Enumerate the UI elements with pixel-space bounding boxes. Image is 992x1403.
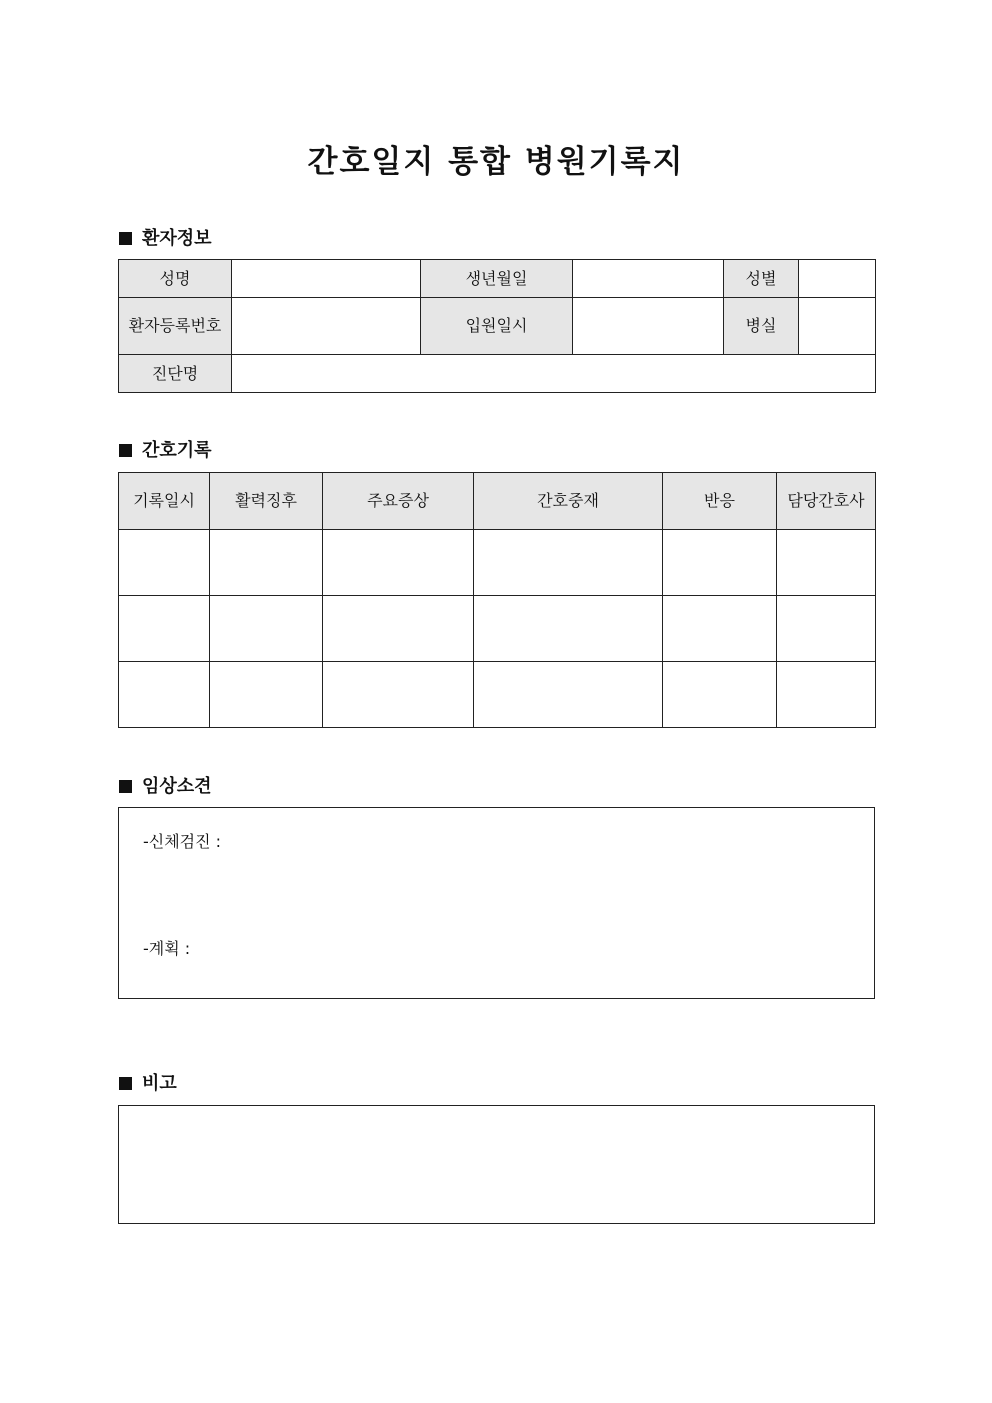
table-row (119, 530, 876, 596)
header-main-symptoms: 주요증상 (323, 473, 474, 530)
cell[interactable] (323, 596, 474, 662)
square-bullet-icon (119, 444, 132, 457)
label-reg-no: 환자등록번호 (119, 298, 232, 355)
cell[interactable] (474, 596, 663, 662)
cell[interactable] (663, 662, 777, 728)
field-sex[interactable] (799, 260, 876, 298)
clinical-findings-box[interactable] (118, 807, 875, 999)
cell[interactable] (210, 596, 323, 662)
section-clinical-findings (119, 772, 212, 798)
square-bullet-icon (119, 232, 132, 245)
cell[interactable] (323, 530, 474, 596)
physical-exam-label: -신체검진 : (143, 832, 222, 851)
cell[interactable] (777, 596, 876, 662)
cell[interactable] (323, 662, 474, 728)
page-title: 간호일지 통합 병원기록지 (307, 144, 685, 180)
table-row (119, 596, 876, 662)
section-title: 환자정보 (142, 228, 212, 249)
cell[interactable] (474, 530, 663, 596)
header-intervention: 간호중재 (474, 473, 663, 530)
label-name: 성명 (119, 260, 232, 298)
section-nursing-record (119, 436, 212, 462)
header-record-time: 기록일시 (119, 473, 210, 530)
field-birth[interactable] (573, 260, 724, 298)
square-bullet-icon (119, 780, 132, 793)
cell[interactable] (119, 662, 210, 728)
cell[interactable] (777, 662, 876, 728)
plan-label: -계획 : (143, 939, 191, 958)
cell[interactable] (210, 662, 323, 728)
label-birth: 생년월일 (421, 260, 573, 298)
cell[interactable] (663, 530, 777, 596)
header-nurse: 담당간호사 (777, 473, 876, 530)
label-sex: 성별 (724, 260, 799, 298)
label-admit: 입원일시 (421, 298, 573, 355)
field-name[interactable] (232, 260, 421, 298)
patient-info-table (118, 259, 876, 393)
remarks-box[interactable] (118, 1105, 875, 1224)
section-remarks (119, 1069, 177, 1095)
field-diagnosis[interactable] (232, 355, 876, 393)
header-vital-signs: 활력징후 (210, 473, 323, 530)
cell[interactable] (119, 530, 210, 596)
section-title: 임상소견 (142, 776, 212, 797)
table-row (119, 662, 876, 728)
square-bullet-icon (119, 1077, 132, 1090)
section-title: 간호기록 (142, 440, 212, 461)
label-diagnosis: 진단명 (119, 355, 232, 393)
cell[interactable] (777, 530, 876, 596)
header-response: 반응 (663, 473, 777, 530)
section-patient-info (119, 224, 212, 250)
cell[interactable] (663, 596, 777, 662)
label-room: 병실 (724, 298, 799, 355)
field-reg-no[interactable] (232, 298, 421, 355)
cell[interactable] (119, 596, 210, 662)
field-admit[interactable] (573, 298, 724, 355)
section-title: 비고 (142, 1073, 177, 1094)
nursing-record-table (118, 472, 876, 728)
cell[interactable] (210, 530, 323, 596)
cell[interactable] (474, 662, 663, 728)
field-room[interactable] (799, 298, 876, 355)
